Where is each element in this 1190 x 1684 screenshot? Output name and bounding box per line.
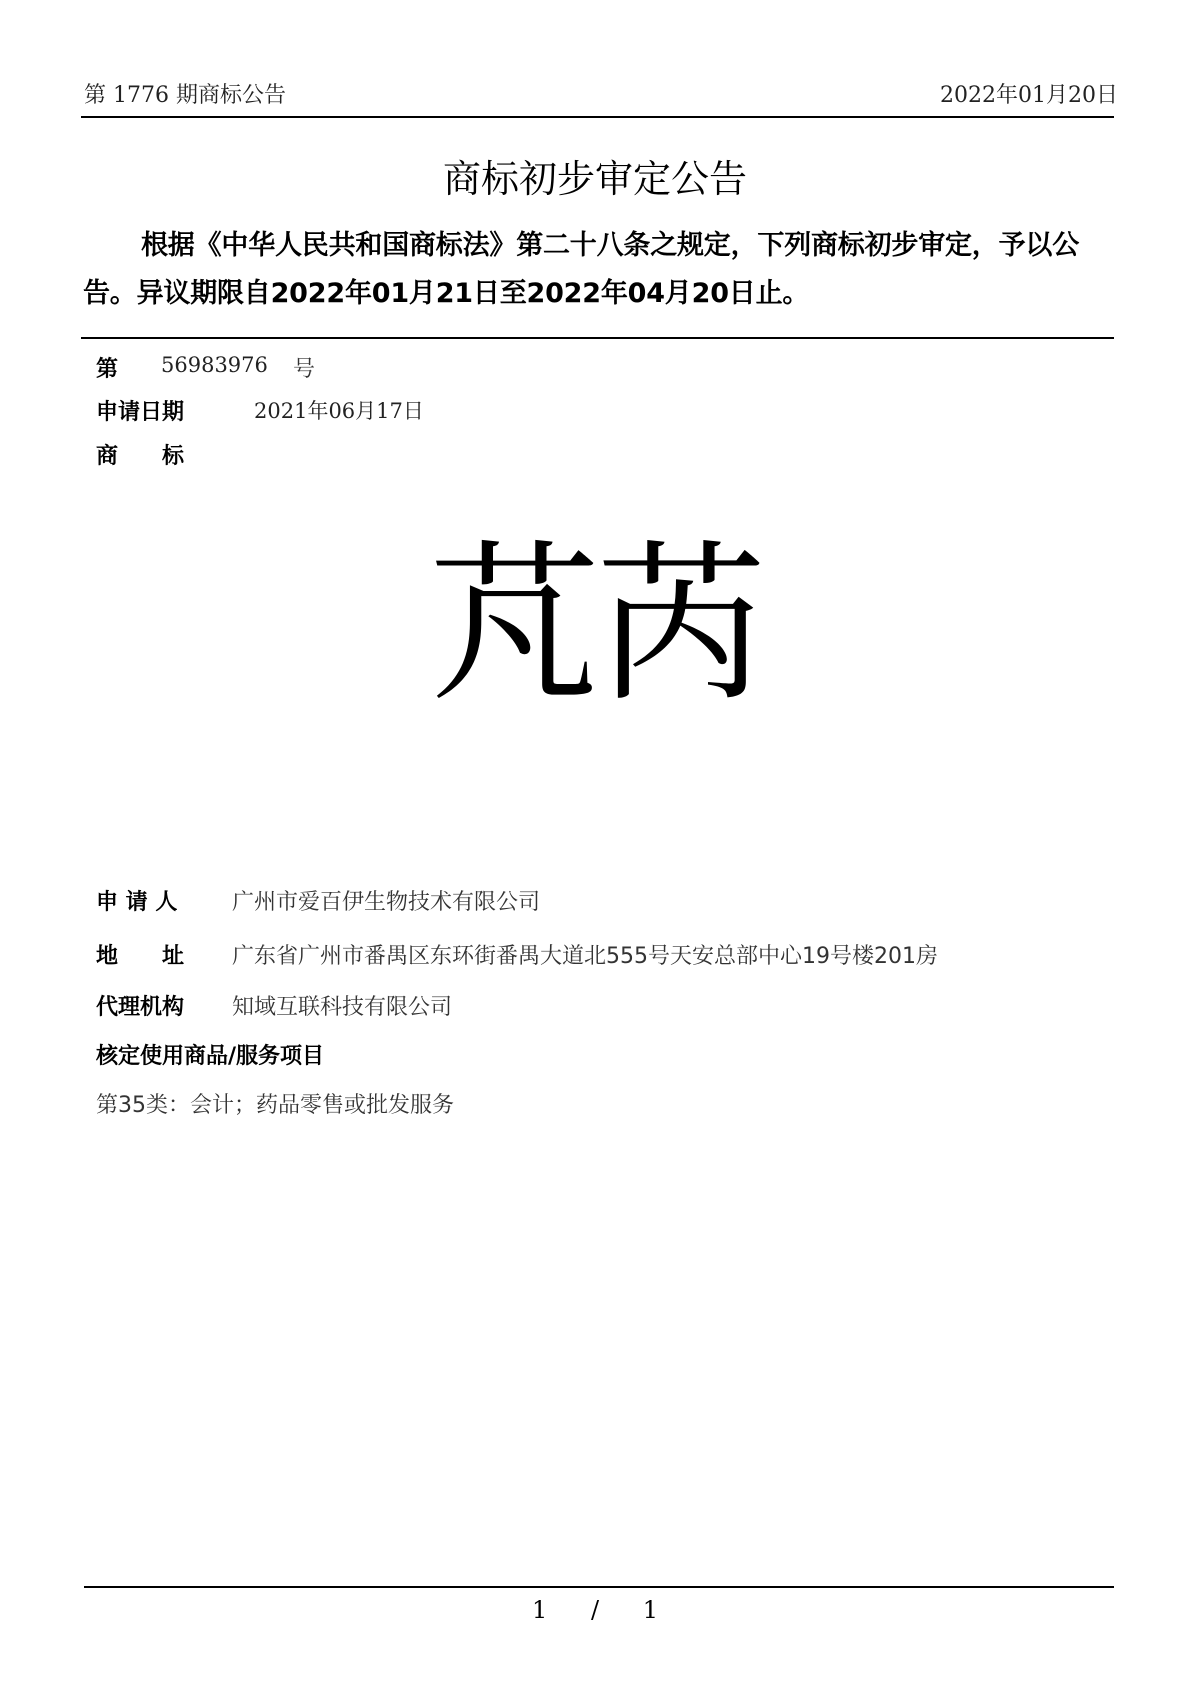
registration-number: 56983976: [161, 353, 268, 377]
goods-label: 核定使用商品/服务项目: [96, 1044, 325, 1069]
address-label: 地 址: [96, 944, 185, 969]
filing-date-label: 申请日期: [96, 400, 185, 425]
applicant-name: 广州市爱百伊生物技术有限公司: [232, 890, 541, 915]
filing-date: 2021年06月17日: [254, 399, 424, 423]
number-suffix: 号: [293, 357, 316, 382]
trademark-mark: 芃芮: [429, 524, 761, 725]
header-divider: [81, 116, 1114, 118]
footer-divider: [84, 1586, 1114, 1588]
applicant-label: 申 请 人: [96, 890, 178, 915]
intro-paragraph: 根据《中华人民共和国商标法》第二十八条之规定，下列商标初步审定，予以公告。异议期限自2022年01月21日至2022年04月20日止。: [83, 230, 1079, 309]
issue-number: 第 1776 期商标公告: [84, 83, 286, 108]
mark-label: 商 标: [96, 444, 185, 469]
number-prefix: 第: [96, 357, 119, 382]
page-separator: /: [590, 1596, 600, 1624]
goods-list: 第35类：会计；药品零售或批发服务: [96, 1093, 454, 1118]
agent-name: 知域互联科技有限公司: [232, 995, 453, 1020]
total-pages: 1: [642, 1596, 658, 1624]
current-page: 1: [532, 1596, 548, 1624]
address-value: 广东省广州市番禺区东环街番禺大道北555号天安总部中心19号楼201房: [232, 944, 938, 969]
page-indicator: [0, 1596, 1190, 1624]
intro-divider: [81, 337, 1114, 339]
issue-date: 2022年01月20日: [940, 83, 1118, 108]
page-title: 商标初步审定公告: [442, 157, 747, 201]
agent-label: 代理机构: [96, 995, 185, 1020]
